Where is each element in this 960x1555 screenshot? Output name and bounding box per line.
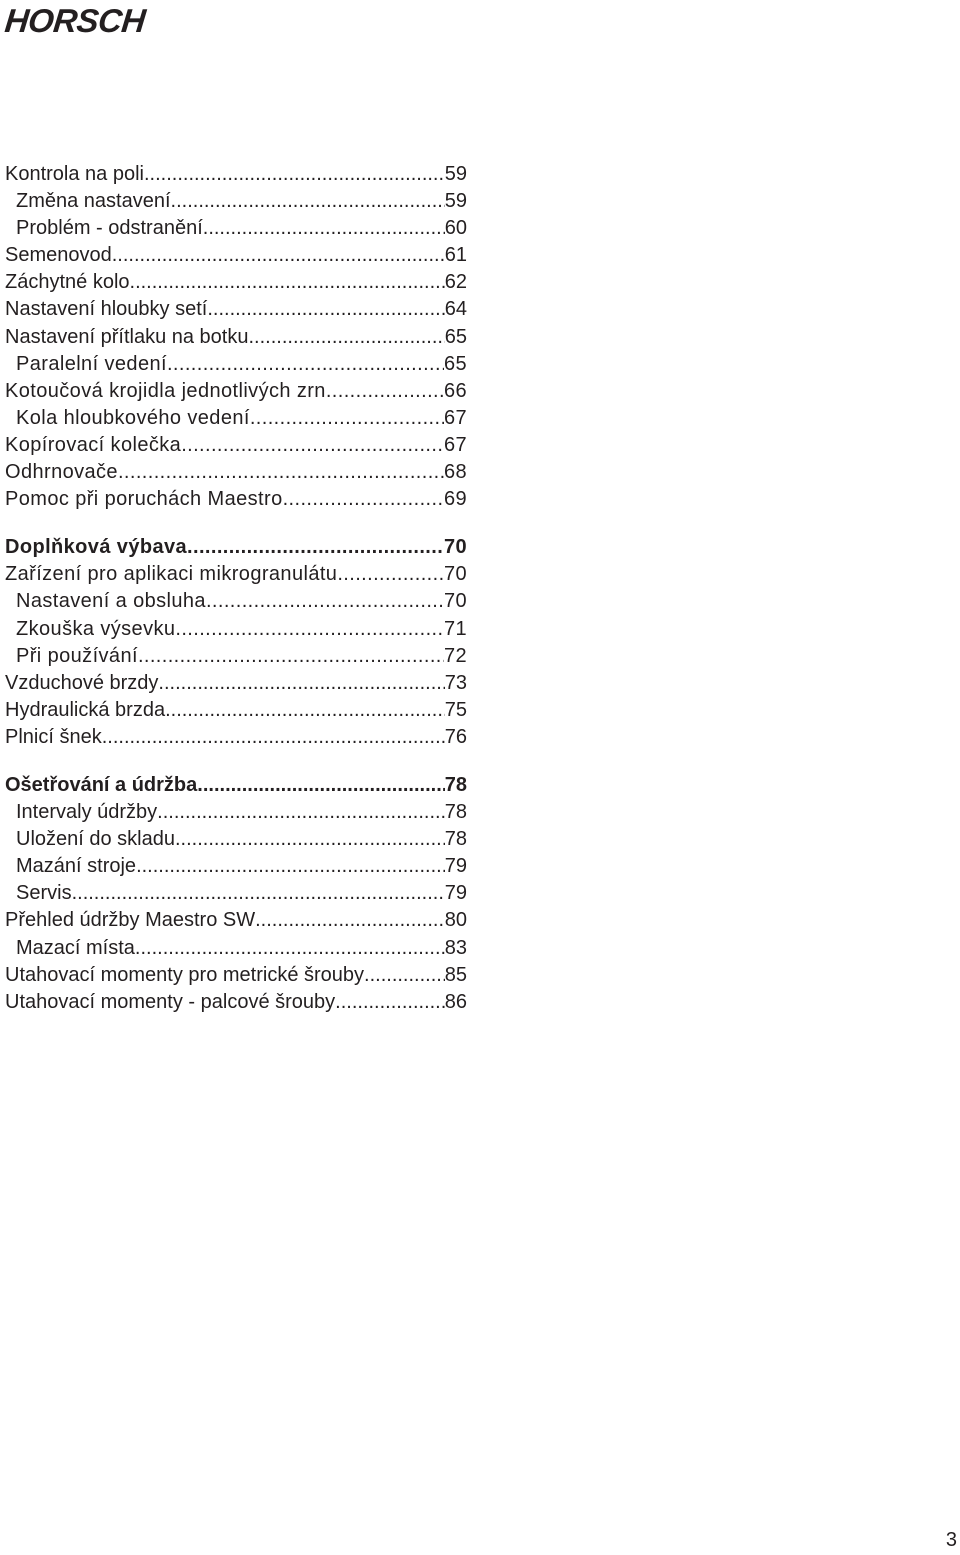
toc-entry-page: 83 — [444, 936, 467, 959]
toc-entry[interactable] — [5, 378, 467, 405]
toc-entry[interactable] — [5, 432, 467, 459]
toc-entry[interactable] — [5, 826, 467, 853]
toc-entry-page: 65 — [443, 352, 467, 375]
toc-entry-title: Paralelní vedení — [16, 352, 167, 375]
toc-dot-leader — [181, 432, 444, 459]
toc-dot-leader — [158, 670, 444, 697]
toc-entry-title: Kotoučová krojidla jednotlivých zrn — [5, 379, 326, 402]
toc-entry-title: Servis — [16, 882, 72, 905]
toc-entry[interactable] — [5, 772, 467, 799]
toc-dot-leader — [112, 242, 445, 269]
toc-dot-leader — [175, 826, 445, 853]
toc-dot-leader — [203, 215, 445, 242]
toc-dot-leader — [175, 616, 444, 643]
toc-dot-leader — [197, 772, 444, 799]
toc-entry-title: Odhrnovače — [5, 461, 118, 484]
toc-entry[interactable] — [5, 324, 467, 351]
toc-entry-title: Intervaly údržby — [16, 801, 158, 824]
toc-entry-title: Nastavení a obsluha — [16, 590, 206, 613]
toc-dot-leader — [187, 534, 444, 561]
toc-dot-leader — [167, 351, 444, 378]
toc-entry[interactable] — [5, 459, 467, 486]
toc-entry[interactable] — [5, 989, 467, 1016]
toc-dot-leader — [72, 880, 445, 907]
toc-entry-title: Vzduchové brzdy — [5, 671, 159, 694]
toc-entry[interactable] — [5, 242, 467, 269]
toc-entry-page: 73 — [444, 671, 467, 694]
toc-entry[interactable] — [5, 561, 467, 588]
toc-entry-title: Kola hloubkového vedení — [16, 406, 250, 429]
toc-dot-leader — [144, 161, 445, 188]
toc-entry[interactable] — [5, 724, 467, 751]
toc-dot-leader — [138, 643, 444, 670]
toc-entry-title: Záchytné kolo — [5, 271, 130, 294]
toc-entry-title: Změna nastavení — [16, 190, 171, 213]
toc-dot-leader — [335, 989, 445, 1016]
toc-entry-title: Nastavení hloubky setí — [5, 298, 208, 321]
toc-entry-title: Mazání stroje — [16, 855, 137, 878]
toc-entry-page: 78 — [444, 773, 467, 796]
toc-entry[interactable] — [5, 588, 467, 615]
toc-dot-leader — [171, 188, 445, 215]
toc-entry-title: Mazací místa — [16, 936, 135, 959]
toc-entry-title: Hydraulická brzda — [5, 698, 166, 721]
toc-entry-page: 80 — [444, 909, 467, 932]
toc-entry-page: 60 — [444, 217, 467, 240]
toc-dot-leader — [250, 405, 444, 432]
toc-entry[interactable] — [5, 799, 467, 826]
toc-entry-page: 64 — [444, 298, 467, 321]
page-number: 3 — [945, 1529, 957, 1551]
toc-dot-leader — [326, 378, 444, 405]
toc-entry[interactable] — [5, 962, 467, 989]
toc-entry-page: 70 — [443, 590, 467, 613]
toc-entry-title: Při používání — [16, 644, 138, 667]
toc-entry[interactable] — [5, 215, 467, 242]
toc-dot-leader — [102, 724, 445, 751]
toc-section — [5, 161, 467, 513]
toc-entry-page: 68 — [443, 461, 467, 484]
toc-entry[interactable] — [5, 907, 467, 934]
toc-entry-title: Problém - odstranění — [16, 217, 203, 240]
toc-entry-page: 67 — [443, 433, 467, 456]
toc-entry[interactable] — [5, 697, 467, 724]
toc-entry-title: Pomoc při poruchách Maestro — [5, 488, 283, 511]
toc-entry[interactable] — [5, 296, 467, 323]
toc-entry[interactable] — [5, 616, 467, 643]
toc-dot-leader — [130, 269, 445, 296]
toc-dot-leader — [157, 799, 445, 826]
toc-dot-leader — [283, 486, 444, 513]
toc-entry-title: Zkouška výsevku — [16, 617, 176, 640]
toc-entry-page: 75 — [444, 698, 467, 721]
toc-entry[interactable] — [5, 269, 467, 296]
toc-entry[interactable] — [5, 880, 467, 907]
toc-section — [5, 534, 467, 751]
toc-entry-page: 67 — [443, 406, 467, 429]
toc-dot-leader — [165, 697, 445, 724]
toc-entry-page: 71 — [443, 617, 467, 640]
toc-entry-page: 69 — [443, 488, 467, 511]
toc-section — [5, 772, 467, 1016]
toc-dot-leader — [118, 459, 444, 486]
toc-entry-page: 70 — [443, 536, 467, 559]
toc-entry-page: 79 — [444, 882, 467, 905]
toc-dot-leader — [136, 853, 445, 880]
toc-entry[interactable] — [5, 935, 467, 962]
toc-dot-leader — [364, 962, 445, 989]
toc-entry-page: 59 — [444, 163, 467, 185]
toc-entry-page: 66 — [443, 379, 467, 402]
toc-entry[interactable] — [5, 534, 467, 561]
toc-dot-leader — [207, 296, 444, 323]
toc-entry-title: Semenovod — [5, 244, 112, 267]
toc-entry-title: Přehled údržby Maestro SW — [5, 909, 256, 932]
toc-entry[interactable] — [5, 643, 467, 670]
toc-entry-page: 78 — [444, 828, 467, 851]
table-of-contents — [5, 161, 467, 1016]
toc-entry-page: 59 — [444, 190, 467, 213]
horsch-logo: HORSCH — [3, 2, 148, 39]
toc-entry[interactable] — [5, 161, 467, 188]
toc-entry-title: Kontrola na poli — [5, 163, 144, 185]
toc-entry-title: Plnicí šnek — [5, 725, 102, 748]
toc-entry-title: Kopírovací kolečka — [5, 433, 182, 456]
toc-entry-page: 86 — [444, 990, 467, 1013]
toc-entry-page: 85 — [444, 963, 467, 986]
toc-entry[interactable] — [5, 405, 467, 432]
toc-entry-title: Utahovací momenty - palcové šrouby — [5, 990, 336, 1013]
toc-entry-page: 65 — [444, 325, 467, 348]
toc-entry-page: 79 — [444, 855, 467, 878]
toc-entry-page: 72 — [443, 644, 467, 667]
toc-entry[interactable] — [5, 188, 467, 215]
toc-entry[interactable] — [5, 351, 467, 378]
toc-entry-title: Zařízení pro aplikaci mikrogranulátu — [5, 563, 338, 586]
toc-entry-title: Ošetřování a údržba — [5, 773, 198, 796]
toc-entry-page: 61 — [444, 244, 467, 267]
toc-entry-page: 78 — [444, 801, 467, 824]
toc-entry-page: 76 — [444, 725, 467, 748]
toc-entry-title: Utahovací momenty pro metrické šrouby — [5, 963, 365, 986]
toc-dot-leader — [337, 561, 444, 588]
toc-dot-leader — [206, 588, 444, 615]
toc-entry-title: Doplňková výbava — [5, 536, 188, 559]
toc-entry[interactable] — [5, 853, 467, 880]
toc-entry[interactable] — [5, 486, 467, 513]
toc-entry[interactable] — [5, 670, 467, 697]
toc-entry-page: 70 — [443, 563, 467, 586]
toc-entry-title: Nastavení přítlaku na botku — [5, 325, 249, 348]
toc-dot-leader — [255, 907, 445, 934]
toc-entry-title: Uložení do skladu — [16, 828, 175, 851]
toc-dot-leader — [135, 935, 445, 962]
toc-dot-leader — [248, 324, 444, 351]
toc-entry-page: 62 — [444, 271, 467, 294]
